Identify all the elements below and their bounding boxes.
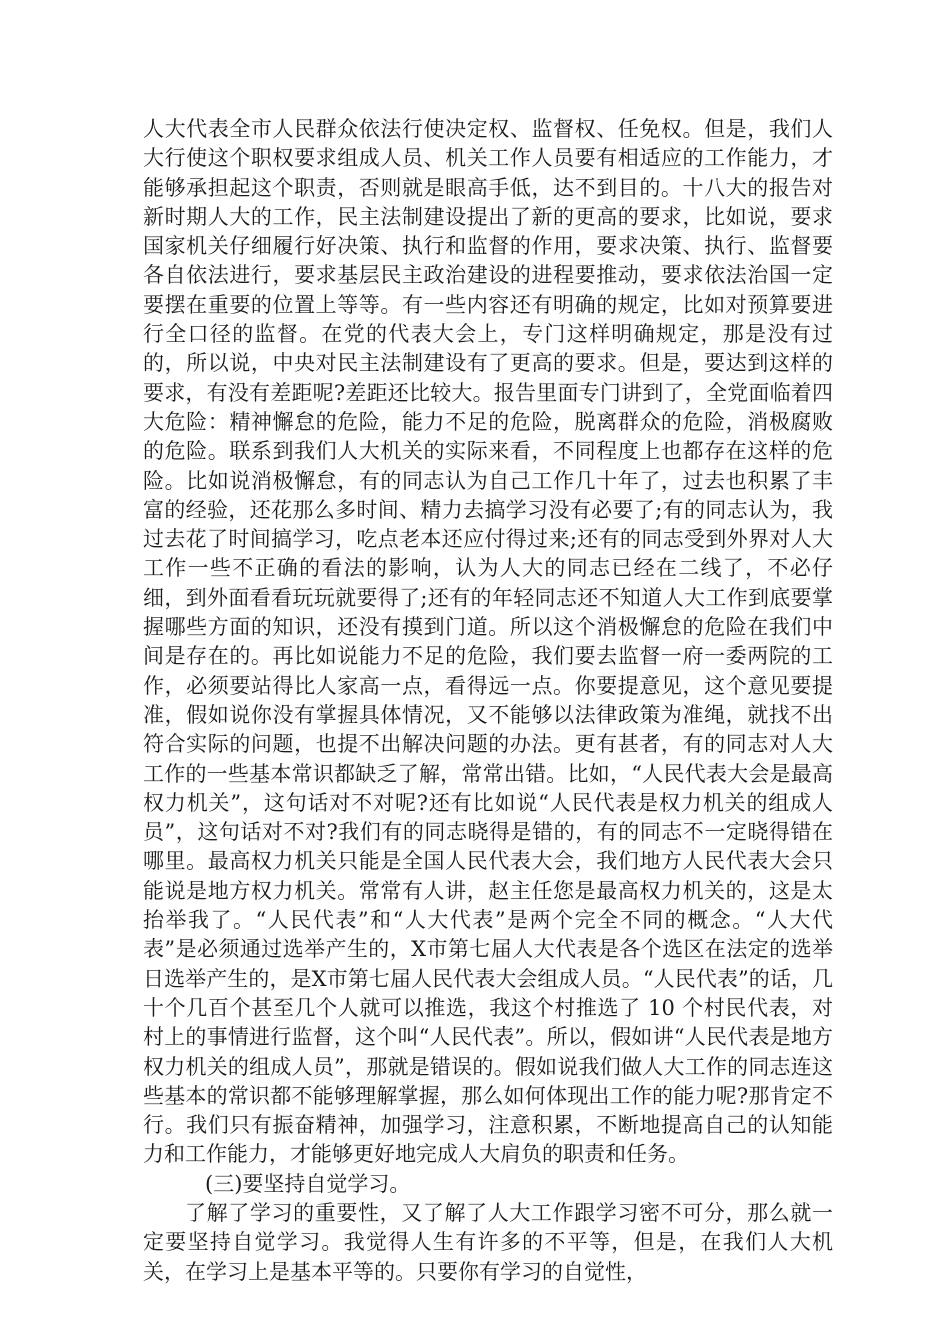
body-paragraph: 了解了学习的重要性，又了解了人大工作跟学习密不可分，那么就一定要坚持自觉学习。我觉得人生有许多的不平等，但是，在我们人大机关，在学习上是基本平等的。只要你有学习的自觉性， — [143, 1200, 833, 1284]
section-heading: (三)要坚持自觉学习。 — [205, 1171, 411, 1196]
body-paragraph: 人大代表全市人民群众依法行使决定权、监督权、任免权。但是，我们人大行使这个职权要求组成人员、机关工作人员要有相适应的工作能力，才能够承担起这个职责，否则就是眼高手低，达不到目的。十八大的报告对新时期人大的工作，民主法制建设提出了新的更高的要求，比如说，要求国家机关仔细履行好决策、执行和监督的作用，要求决策、执行、监督要各自依法进行，要求基层民主政治建设的进程要推动，要求依法治国一定要摆在重要的位置上等等。有一些内容还有明确的规定，比如对预算要进行全口径的监督。在党的代表大会上，专门这样明确规定，那是没有过的，所以说，中央对民主法制建设有了更高的要求。但是，要达到这样的要求，有没有差距呢?差距还比较大。报告里面专门讲到了，全党面临着四大危险：精神懈怠的危险，能力不足的危险，脱离群众的危险，消极腐败的危险。联系到我们人大机关的实际来看，不同程度上也都存在这样的危险。比如说消极懈怠，有的同志认为自己工作几十年了，过去也积累了丰富的经验，还花那么多时间、精力去搞学习没有必要了;有的同志认为，我过去花了时间搞学习，吃点老本还应付得过来;还有的同志受到外界对人大工作一些不正确的看法的影响，认为人大的同志已经在二线了，不必仔细，到外面看看玩玩就要得了;还有的年轻同志还不知道人大工作到底要掌握哪些方面的知识，还没有摸到门道。所以这个消极懈怠的危险在我们中间是存在的。再比如说能力不足的危险，我们要去监督一府一委两院的工作，必须要站得比人家高一点，看得远一点。你要提意见，这个意见要提准，假如说你没有掌握具体情况，又不能够以法律政策为准绳，就找不出符合实际的问题，也提不出解决问题的办法。更有甚者，有的同志对人大工作的一些基本常识都缺乏了解，常常出错。比如，“人民代表大会是最高权力机关”，这句话对不对呢?还有比如说“人民代表是权力机关的组成人员”，这句话对不对?我们有的同志晓得是错的，有的同志不一定晓得错在哪里。最高权力机关只能是全国人民代表大会，我们地方人民代表大会只能说是地方权力机关。常常有人讲，赵主任您是最高权力机关的，这是太抬举我了。“人民代表”和“人大代表”是两个完全不同的概念。“人大代表”是必须通过选举产生的，X市第七届人大代表是各个选区在法定的选举日选举产生的，是X市第七届人民代表大会组成人员。“人民代表”的话，几十个几百个甚至几个人就可以推选，我这个村推选了 10 个村民代表，对村上的事情进行监督，这个叫“人民代表”。所以，假如讲“人民代表是地方权力机关的组成人员”，那就是错误的。假如说我们做人大工作的同志连这些基本的常识都不能够理解掌握，那么如何体现出工作的能力呢?那肯定不行。我们只有振奋精神，加强学习，注意积累，不断地提高自己的认知能力和工作能力，才能够更好地完成人大肩负的职责和任务。 — [143, 117, 833, 1167]
document-body — [143, 115, 833, 1287]
